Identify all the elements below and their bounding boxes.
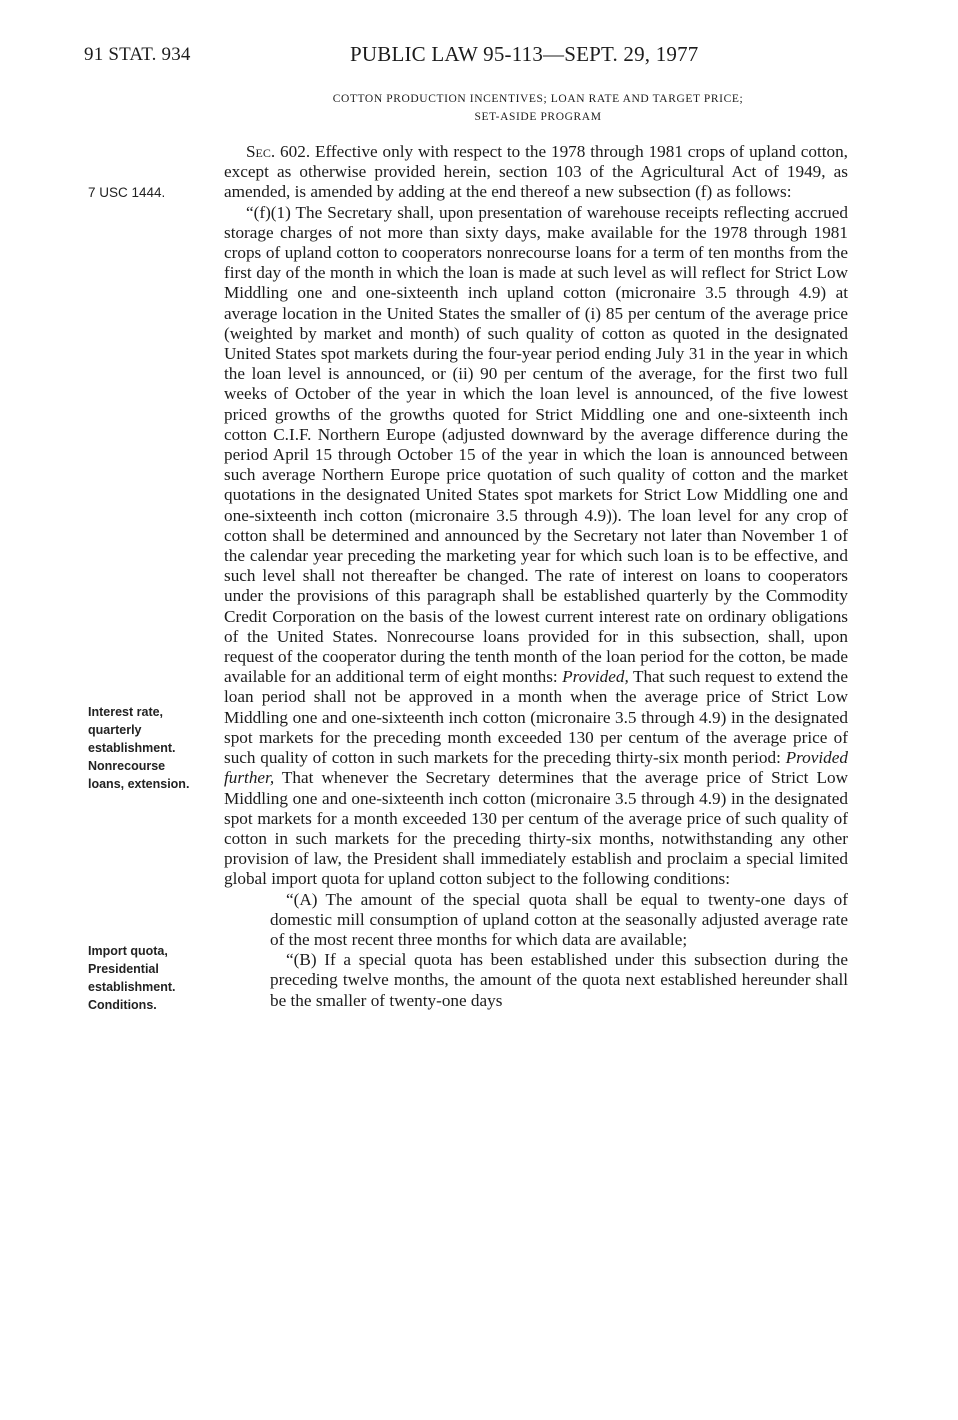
section-heading bbox=[228, 90, 848, 126]
subsection-f-paragraph bbox=[224, 203, 848, 890]
condition-a: “(A) The amount of the special quota shall be equal to twenty-one days of domestic mill consumption of upland cotton at the seasonally adjusted average rate of the most recent three months for which data are available; bbox=[270, 889, 848, 949]
margin-note-line: Presidential bbox=[88, 962, 159, 976]
subsection-f-text-b: That such request to extend the loan period shall not be approved in a month when the average price of Strict Low Middling one and one-sixteenth inch cotton (micronaire 3.5 through 4.9) in the designated spot markets for the preceding month exceeded 130 per centum of the average price of such quality of cotton in such markets for the preceding thirty-six month period: bbox=[224, 667, 848, 768]
margin-note-line: establishment. bbox=[88, 741, 176, 755]
page-title: PUBLIC LAW 95-113—SEPT. 29, 1977 bbox=[350, 42, 699, 66]
margin-note-line: establishment. bbox=[88, 980, 176, 994]
section-text: Effective only with respect to the 1978 through 1981 crops of upland cotton, except as otherwise provided herein, section 103 of the Agricultural Act of 1949, as amended, is amended by adding at the end thereof a new subsection (f) as follows: bbox=[224, 142, 848, 202]
margin-note-line: Import quota, bbox=[88, 944, 168, 958]
statute-body bbox=[224, 142, 848, 1011]
proviso-further-label: Provided further, bbox=[224, 748, 848, 788]
margin-note-interest-rate bbox=[88, 703, 216, 793]
margin-note-import-quota bbox=[88, 942, 216, 1014]
subsection-f-text-a: “(f)(1) The Secretary shall, upon presentation of warehouse receipts reflecting accrued storage charges of not more than sixty days, make available for the 1978 through 1981 crops of upland cotton to cooperators nonrecourse loans for a term of ten months from the first day of the month in which the loan is made at such level as will reflect for Strict Low Middling one and one-sixteenth inch upland cotton (micronaire 3.5 through 4.9) at average location in the United States the smaller of (i) 85 per centum of the average price (weighted by market and month) of such quality of cotton as quoted in the designated United States spot markets during the four-year period ending July 31 in the year in which the loan level is announced, or (ii) 90 per centum of the average, for the first two full weeks of October of the year in which the loan level is announced, of the five lowest priced growths of the growths quoted for Strict Middling one and one-sixteenth inch cotton C.I.F. Northern Europe (adjusted downward by the average difference during the period April 15 through October 15 of the year in which the loan is announced between such average Northern Europe price quotation of such quality of cotton and the market quotations in the designated United States spot markets for Strict Low Middling one and one-sixteenth inch cotton (micronaire 3.5 through 4.9)). The loan level for any crop of cotton shall be determined and announced by the Secretary not later than November 1 of the calendar year preceding the marketing year for which such loan is to be effective, and such level shall not thereafter be changed. The rate of interest on loans to cooperators under the provisions of this paragraph shall be established quarterly by the Commodity Credit Corporation on the basis of the lowest current interest rate on ordinary obligations of the United States. Nonrecourse loans provided for in this subsection, shall, upon request of the cooperator during the tenth month of the loan period for the cotton, be made available for an additional term of eight months: bbox=[224, 202, 848, 687]
margin-note-line: loans, extension. bbox=[88, 777, 190, 791]
section-heading-line-2: SET-ASIDE PROGRAM bbox=[474, 111, 602, 123]
usc-citation-note: 7 USC 1444. bbox=[88, 185, 166, 200]
margin-note-line: Interest rate, bbox=[88, 705, 164, 719]
condition-b: “(B) If a special quota has been established under this subsection during the preceding twelve months, the amount of the quota next established hereunder shall be the smaller of twenty-one days bbox=[270, 950, 848, 1010]
section-label: Sec. 602. bbox=[246, 142, 311, 161]
margin-note-line: quarterly bbox=[88, 723, 142, 737]
section-paragraph bbox=[224, 142, 848, 203]
page-reference: 91 STAT. 934 bbox=[84, 44, 191, 65]
margin-note-line: Conditions. bbox=[88, 998, 157, 1012]
margin-note-line: Nonrecourse bbox=[88, 759, 166, 773]
proviso-label: Provided, bbox=[562, 667, 629, 687]
subsection-f-text-c: That whenever the Secretary determines that the average price of Strict Low Middling one and one-sixteenth inch cotton (micronaire 3.5 through 4.9) in the designated spot markets for a month exceeded 130 per centum of the average price of such quality of cotton in such markets for the preceding thirty-six months, notwithstanding any other provision of law, the President shall immediately establish and proclaim a special limited global import quota for upland cotton subject to the following conditions: bbox=[224, 768, 848, 889]
section-heading-line-1: COTTON PRODUCTION INCENTIVES; LOAN RATE AND TARGET PRICE; bbox=[332, 93, 744, 105]
